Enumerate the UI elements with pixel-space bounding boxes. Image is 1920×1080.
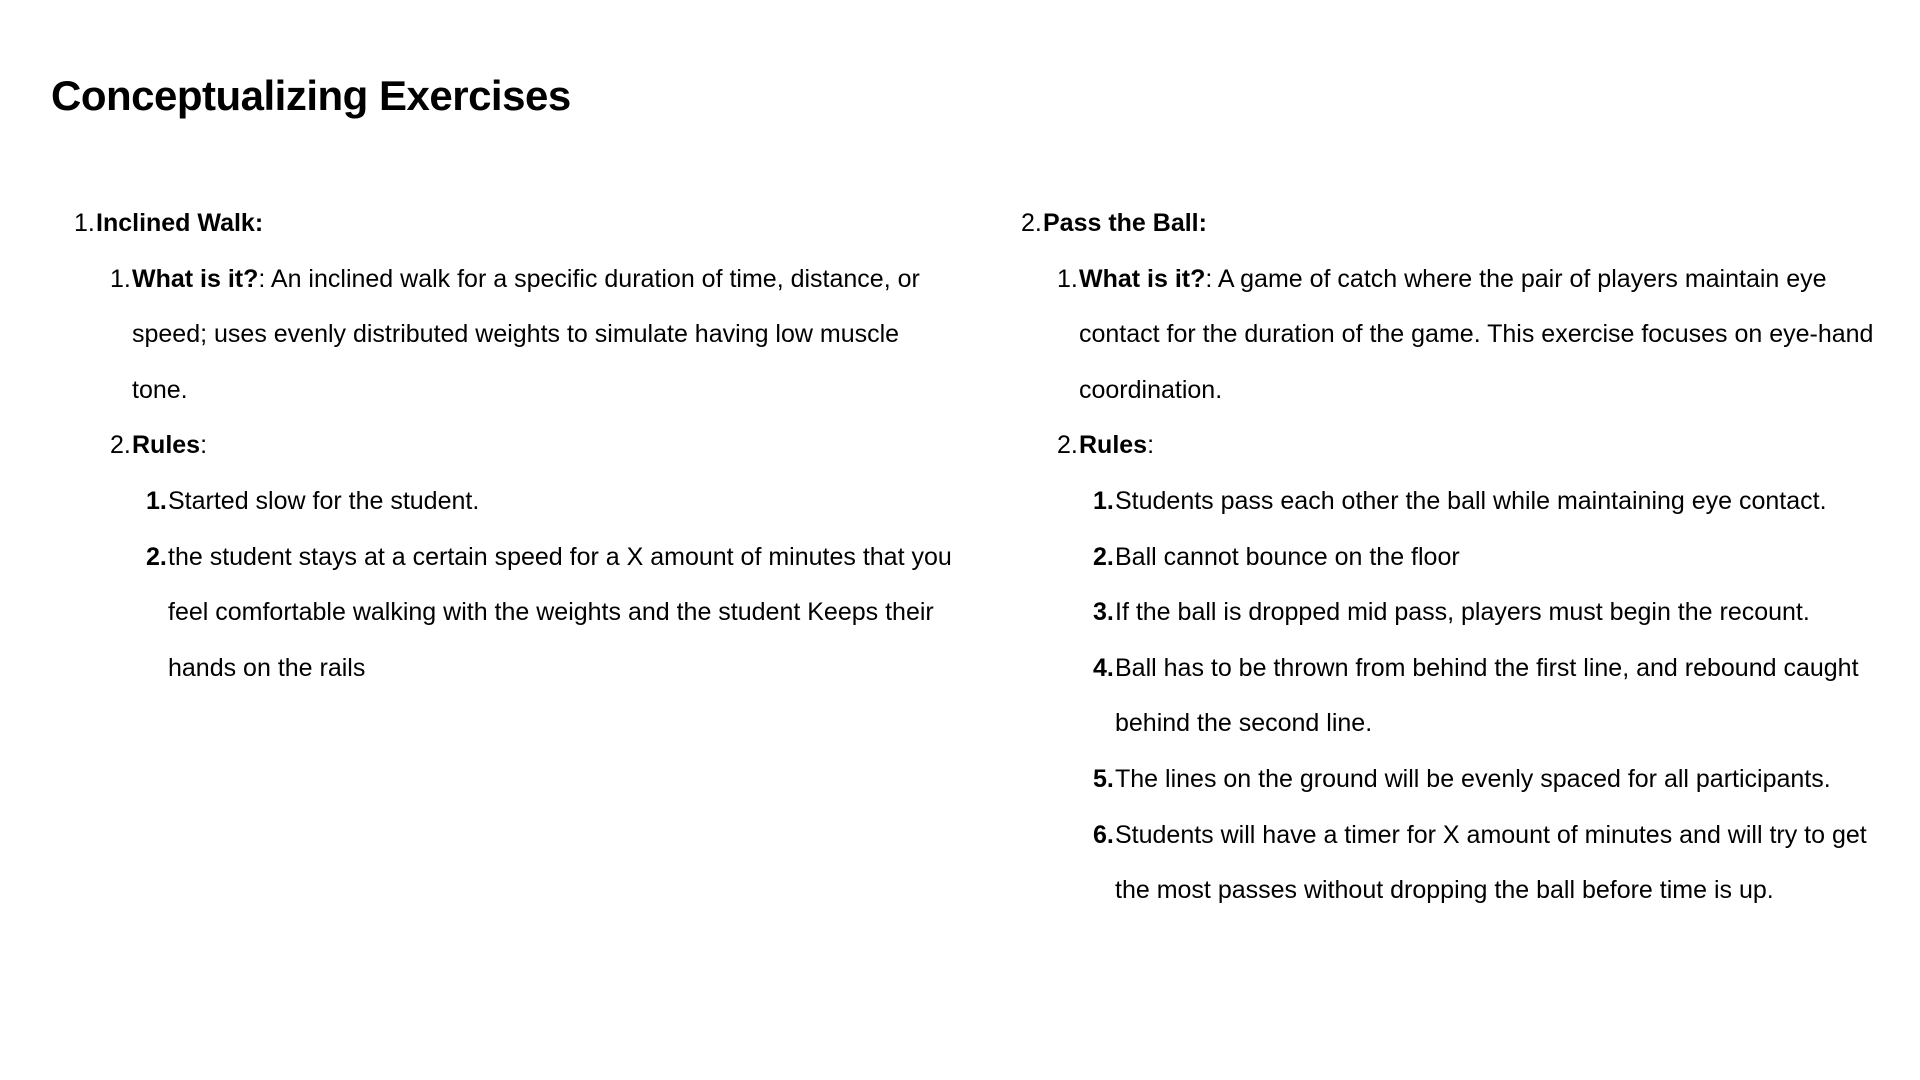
rule-item — [1021, 808, 1901, 919]
exercise-column-left — [74, 196, 954, 696]
rule-text: Students pass each other the ball while maintaining eye contact. — [1115, 486, 1827, 515]
list-number: 1. — [146, 486, 167, 515]
rule-item — [1021, 474, 1901, 530]
rule-text: the student stays at a certain speed for a X amount of minutes that you feel comfortable walking with the weights and the student Keeps their hands on the rails — [168, 542, 952, 682]
exercise-title: Inclined Walk: — [96, 209, 264, 237]
list-number: 2. — [1057, 431, 1078, 460]
list-number: 2. — [110, 431, 131, 460]
exercise-title: Pass the Ball: — [1043, 209, 1207, 237]
rules-heading — [74, 418, 954, 474]
list-number: 2. — [1093, 542, 1114, 571]
rule-text: Students will have a timer for X amount of minutes and will try to get the most passes without dropping the ball before time is up. — [1115, 820, 1867, 905]
what-is-it-label: What is it? — [1079, 264, 1206, 293]
what-is-it-label: What is it? — [132, 264, 259, 293]
rules-heading — [1021, 418, 1901, 474]
what-is-it-item — [74, 252, 954, 419]
rule-text: Started slow for the student. — [168, 486, 480, 515]
rules-label: Rules — [132, 431, 201, 460]
rule-item — [74, 474, 954, 530]
list-number: 1. — [74, 209, 95, 237]
exercise-heading — [74, 196, 954, 252]
exercise-column-right — [1021, 196, 1901, 919]
list-number: 2. — [1021, 209, 1042, 237]
rules-suffix: : — [200, 431, 208, 460]
list-number: 1. — [110, 264, 131, 293]
list-number: 6. — [1093, 820, 1114, 849]
list-number: 2. — [146, 542, 167, 571]
list-number: 3. — [1093, 598, 1114, 627]
page-title: Conceptualizing Exercises — [51, 72, 571, 119]
rules-suffix: : — [1147, 431, 1155, 460]
rule-item — [1021, 641, 1915, 752]
rule-item — [1021, 585, 1901, 641]
what-is-it-item — [1021, 252, 1901, 419]
what-is-it-text: : An inclined walk for a specific duration of time, distance, or speed; uses evenly distributed weights to simulate having low muscle tone. — [132, 264, 920, 404]
rules-label: Rules — [1079, 431, 1148, 460]
rule-text: The lines on the ground will be evenly spaced for all participants. — [1115, 764, 1831, 793]
list-number: 1. — [1057, 264, 1078, 293]
rule-text: If the ball is dropped mid pass, players must begin the recount. — [1115, 598, 1810, 627]
list-number: 5. — [1093, 764, 1114, 793]
rule-text: Ball has to be thrown from behind the first line, and rebound caught behind the second line. — [1115, 653, 1859, 738]
rule-item — [1021, 530, 1901, 586]
list-number: 4. — [1093, 653, 1114, 682]
list-number: 1. — [1093, 486, 1114, 515]
rule-item — [74, 530, 992, 697]
exercise-heading — [1021, 196, 1901, 252]
rule-text: Ball cannot bounce on the floor — [1115, 542, 1460, 571]
rule-item — [1021, 752, 1901, 808]
what-is-it-text: : A game of catch where the pair of players maintain eye contact for the duration of the game. This exercise focuses on eye-hand coordination. — [1079, 264, 1874, 404]
